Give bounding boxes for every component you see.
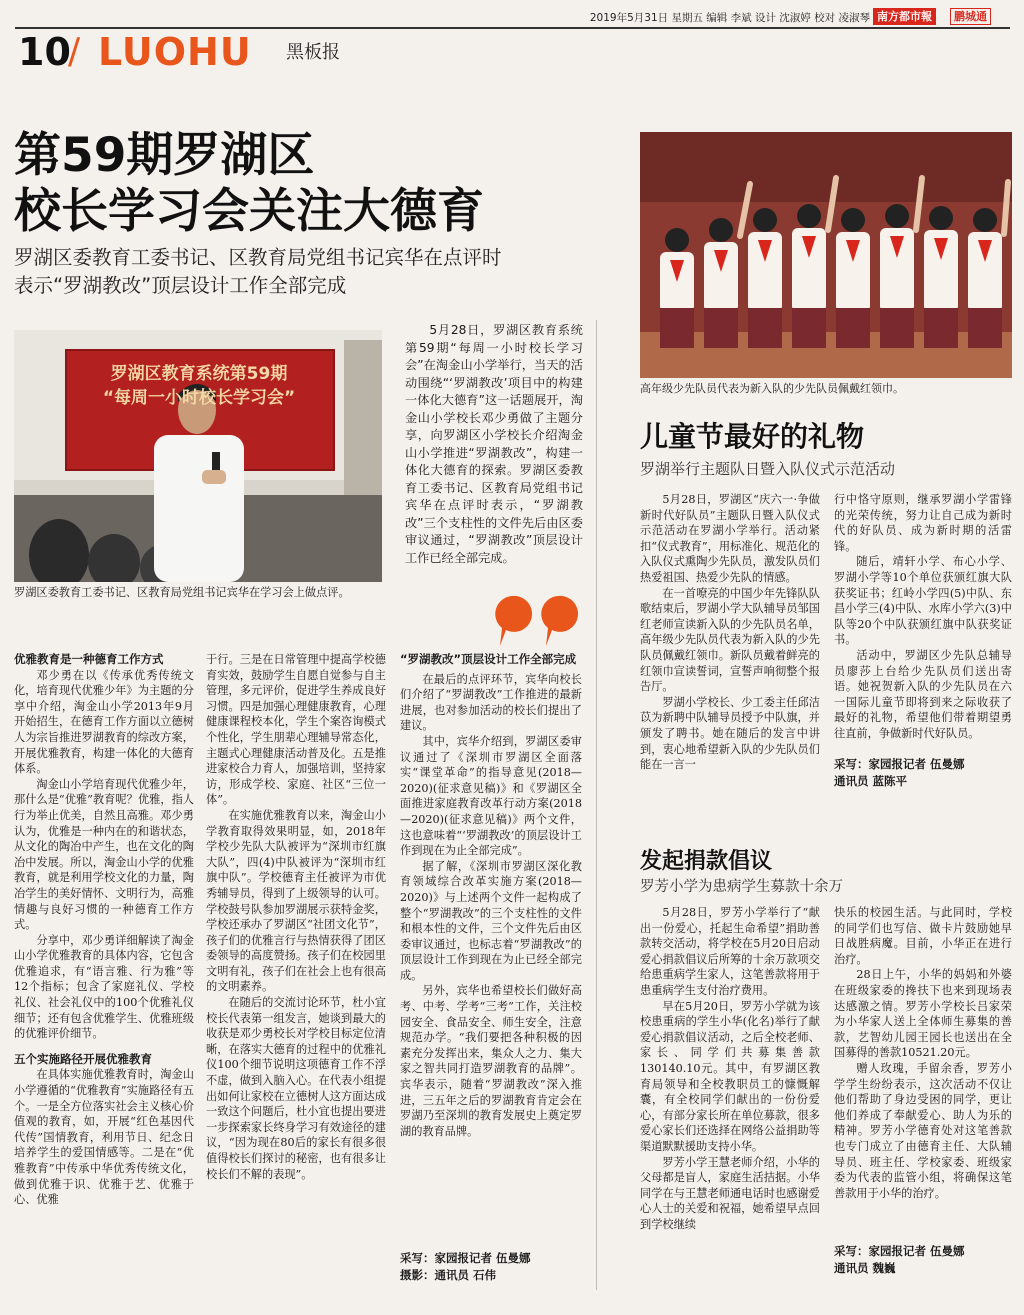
slide-text-line2: “每周一小时校长学习会”	[102, 388, 296, 408]
article1-body-col3	[400, 652, 582, 1139]
article1-paragraph: 在具体实施优雅教育时，淘金山小学遵循的“优雅教育”实施路径有五个。一是全方位落实社会主义核心价值观的教育，如，开展“红色基因代代传”国情教育，利用节日、纪念日培养学生的爱国情感等。二是在“优雅教育”中传承中华优秀传统文化，做到优雅于识、优雅于艺、优雅于心、优雅	[14, 1068, 194, 1207]
article1-photo-caption: 罗湖区委教育工委书记、区教育局党组书记宾华在学习会上做点评。	[14, 586, 350, 599]
article3-credit-correspondent: 通讯员 魏巍	[834, 1261, 896, 1275]
article1-photo	[14, 330, 382, 582]
column-divider	[596, 320, 597, 1290]
article1-credit-photo: 摄影：通讯员 石伟	[400, 1268, 497, 1282]
quote-marks-icon	[492, 592, 584, 650]
article1-title-line2: 校长学习会关注大德育	[14, 184, 484, 239]
article1-paragraph: 邓少勇在以《传承优秀传统文化，培育现代优雅少年》为主题的分享中介绍，淘金山小学2013年9月开始招生，在德育工作方面以立德树人为宗旨推进罗湖教育的综改方案，开展优雅教育，构建一体化的大德育体系。	[14, 668, 194, 776]
article1-paragraph: 淘金山小学培育现代优雅少年，那什么是“优雅”教育呢？优雅，指人行为举止优美，自然且高雅。邓少勇认为，优雅是一种内在的和谐状态，从文化的陶冶中产生，也在文化的陶冶中发展。所以，淘金山小学的优雅教育，就是利用学校文化的力量，陶冶学生的美好情怀、文明行为，高雅情趣与良好习惯的一种德育工作方式。	[14, 777, 194, 932]
article1-subhead-2: 五个实施路径开展优雅教育	[14, 1051, 152, 1066]
article2-title: 儿童节最好的礼物	[640, 420, 865, 453]
article1-paragraph: 于行。三是在日常管理中提高学校德育实效，鼓励学生自愿自觉参与自主管理，多元评价，促进学生养成良好习惯。四是加强心理健康教育，心理健康课程校本化，学生个案咨询模式个性化，学生朋辈心理辅导常态化，主题式心理健康活动普及化。五是推进家校合力育人，加强培训，坚持家访，形成学校、家庭、社区“三位一体”。	[206, 653, 386, 807]
article3-body-col1	[640, 905, 820, 1232]
article1-subhead-1: 优雅教育是一种德育工作方式	[14, 652, 164, 666]
article1-body-col2	[206, 652, 386, 1182]
article1-lead: 5月28日，罗湖区教育系统第59期“每周一小时校长学习会”在淘金山小学举行，当天的活动围绕“‘罗湖教改’项目中的构建一体化大德育”这一话题展开，淘金山小学校长邓少勇做了主题分享，向罗湖区小学校长介绍淘金山小学推进“罗湖教改”，构建一体化大德育的探索。罗湖区委教育工委书记、区教育局党组书记宾华在点评时表示，“罗湖教改”三个支柱性的文件先后由区委审议通过，“罗湖教改”顶层设计工作已经全部完成。	[405, 323, 583, 565]
article2-paragraph: 活动中，罗湖区少先队总辅导员廖莎上台给少先队员们送出寄语。她祝贺新入队的少先队员在六一国际儿童节即将到来之际收获了最好的礼物，希望他们带着期望勇往直前，争做新时代好队员。	[834, 648, 1012, 740]
article2-credit-reporter: 采写：家园报记者 伍曼娜	[834, 756, 965, 771]
article1-title	[14, 128, 624, 240]
article1-subhead-3: “罗湖教改”顶层设计工作全部完成	[400, 652, 577, 666]
section-title: LUOHU	[98, 30, 252, 74]
app-logo: 鹏城通	[950, 8, 991, 25]
article2-body-col1	[640, 492, 820, 773]
article3-title: 发起捐款倡议	[640, 849, 773, 874]
article1-subtitle	[14, 244, 624, 300]
article2-photo-caption: 高年级少先队员代表为新入队的少先队员佩戴红领巾。	[640, 382, 904, 395]
article3-body-col2	[834, 905, 1012, 1201]
article1-paragraph: 在随后的交流讨论环节，杜小宜校长代表第一组发言，她谈到最大的收获是邓少勇校长对学校目标定位清晰，在落实大德育的过程中的优雅礼仪100个细节说明这项德育工作不浮不虚，做到入脑入心。在代表小组提出如何让家校在立德树人这方面达成一致这个问题后，杜小宜也提出要进一步探索家长终身学习有效途径的建议，“因为现在80后的家长有很多很值得校长们探讨的秘密，也有很多让校长们不解的表现”。	[206, 996, 386, 1181]
article1-paragraph: 据了解，《深圳市罗湖区深化教育领域综合改革实施方案(2018—2020)》与上述两个文件一起构成了整个“罗湖教改”的三个支柱性的文件和根本性的文件，三个文件先后由区委审议通过，也标志着“罗湖教改”的顶层设计工作到现在为止已经全部完成。	[400, 859, 582, 982]
slide-text-line1: 罗湖区教育系统第59期	[110, 364, 288, 384]
ceremony-photo-illustration	[640, 132, 1012, 378]
article2-credits	[834, 756, 1012, 790]
page-header-info: 2019年5月31日 星期五 编辑 李斌 设计 沈淑婷 校对 凌淑琴	[589, 12, 870, 24]
article3-paragraph: 28日上午，小华的妈妈和外婆在班级家委的搀扶下也来到现场表达感激之情。罗芳小学校长吕家荣为小华家人送上全体师生募集的善款，艺智幼儿园王园长也送出在全国募得的善款10521.20元。	[834, 968, 1012, 1060]
page-number: 10	[18, 30, 71, 74]
article3-credit-reporter: 采写：家园报记者 伍曼娜	[834, 1244, 965, 1258]
newspaper-logo: 南方都市報	[873, 8, 936, 25]
article3-paragraph: 赠人玫瑰，手留余香，罗芳小学学生纷纷表示，这次活动不仅让他们帮助了身边受困的同学，更让他们养成了奉献爱心、助人为乐的精神。罗芳小学德育处对这笔善款也专门成立了由德育主任、大队辅导员、班主任、学校家委、班级家委为代表的监管小组，将确保这笔善款用于小华的治疗。	[834, 1061, 1012, 1200]
article1-paragraph: 在实施优雅教育以来，淘金山小学教育取得效果明显，如，2018年学校少先队大队被评为“深圳市红旗大队”，四(4)中队被评为“深圳市红旗中队”。学校德育主任被评为市优秀辅导员，得到了上级领导的认可。学校鼓号队参加罗湖展示获特金奖，学校还承办了罗湖区“社团文化节”，孩子们的优雅言行与热情获得了团区委领导的高度赞扬。孩子们在校园里文明有礼，孩子们在社会上也有很高的文明素养。	[206, 808, 386, 994]
article3-credits	[834, 1243, 1012, 1277]
article2-subtitle: 罗湖举行主题队日暨入队仪式示范活动	[640, 460, 896, 478]
column-name: 黑板报	[286, 42, 340, 63]
article1-paragraph: 在最后的点评环节，宾华向校长们介绍了“罗湖教改”工作推进的最新进展，也对参加活动的校长们提出了建议。	[400, 672, 582, 733]
article1-title-line1: 第59期罗湖区	[14, 128, 315, 183]
article3-subtitle: 罗芳小学为患病学生募款十余万	[640, 879, 843, 895]
article1-credits	[400, 1250, 600, 1284]
article1-credit-reporter: 采写：家园报记者 伍曼娜	[400, 1251, 531, 1265]
article2-paragraph: 5月28日，罗湖区“庆六一·争做新时代好队员”主题队日暨入队仪式示范活动在罗湖小学举行。活动紧扣“仪式教育”，用标准化、规范化的入队仪式熏陶少先队员，激发队员们热爱祖国、热爱少先队的情感。	[640, 493, 820, 584]
article2-paragraph: 行中恪守原则，继承罗湖小学雷锋的光荣传统，努力让自己成为新时代的好队员、成为新时期的活雷锋。	[834, 493, 1012, 553]
article1-paragraph: 分享中，邓少勇详细解读了淘金山小学优雅教育的具体内容，它包含优雅追求，有“语言雅、行为雅”等12个指标；包含了家庭礼仪、学校礼仪、社会礼仪中的100个优雅礼仪细节；还有包含优雅学生、优雅班级的优雅评价细节。	[14, 933, 194, 1041]
slide-text	[74, 362, 324, 410]
article2-paragraph: 随后，靖轩小学、布心小学、罗湖小学等10个单位获颁红旗大队获奖证书；红岭小学四(5)中队、东昌小学三(4)中队、水库小学六(3)中队等20个中队获颁红旗中队获奖证书。	[834, 555, 1012, 647]
article1-subtitle-line1: 罗湖区委教育工委书记、区教育局党组书记宾华在点评时	[14, 246, 502, 269]
article1-paragraph: 其中，宾华介绍到，罗湖区委审议通过了《深圳市罗湖区全面落实“课堂革命”的指导意见(2018—2020)(征求意见稿)》和《罗湖区全面推进家庭教育改革行动方案(2018—2020)(征求意见稿)》两个文件，这也意味着“‘罗湖教改’的顶层设计工作到现在为止全部完成”。	[400, 734, 582, 858]
article3-paragraph: 早在5月20日，罗芳小学就为该校患重病的学生小华(化名)举行了献爱心捐款倡议活动，之后全校老师、家长、同学们共募集善款130140.10元。其中，有罗湖区教育局领导和全校教职员工的慷慨解囊，有全校同学们献出的一份份爱心，有部分家长所在单位募款，很多爱心家长们还选择在网络公益捐助等渠道默默援助支持小华。	[640, 999, 820, 1153]
article3-paragraph: 快乐的校园生活。与此同时，学校的同学们也写信、做卡片鼓励她早日战胜病魔。目前，小华正在进行治疗。	[834, 906, 1012, 966]
article1-subtitle-line2: 表示“罗湖教改”顶层设计工作全部完成	[14, 274, 347, 297]
article3-paragraph: 5月28日，罗芳小学举行了“献出一份爱心，托起生命希望”捐助善款转交活动，将学校在5月20日启动爱心捐款倡议后所筹的十余万款项交给患重病学生家人，这笔善款将用于患重病学生支付治疗费用。	[640, 906, 820, 997]
article2-paragraph: 在一首嘹亮的中国少年先锋队队歌结束后，罗湖小学大队辅导员邹国红老师宣读新入队的少先队员名单，高年级少先队员代表为新入队的少先队员佩戴红领巾。新队员戴着鲜亮的红领巾宣读誓词，宣誓声响彻整个报告厅。	[640, 586, 820, 694]
article1-body-col1	[14, 652, 194, 1208]
article2-photo	[640, 132, 1012, 378]
header-rule	[15, 27, 1010, 29]
article2-credit-correspondent: 通讯员 蓝陈平	[834, 773, 908, 788]
article2-paragraph: 罗湖小学校长、少工委主任邱洁苡为新聘中队辅导员授予中队旗，并颁发了聘书。她在随后的发言中讲到，衷心地希望新入队的少先队员们能在一言一	[640, 695, 820, 772]
article3-paragraph: 罗芳小学王慧老师介绍，小华的父母都是盲人，家庭生活拮据。小华同学在与王慧老师通电话时也感谢爱心人士的关爱和祝福，她希望早点回到学校继续	[640, 1155, 820, 1231]
article1-paragraph: 另外，宾华也希望校长们做好高考、中考、学考“三考”工作，关注校园安全、食品安全、师生安全，注意规范办学。“我们要把各种积极的因素充分发挥出来，集众人之力、集大家之智共同打造罗湖教育的品牌”。宾华表示，随着“罗湖教改”深入推进，三五年之后的罗湖教育肯定会在罗湖乃至深圳的教育发展史上奠定罗湖的教育品牌。	[400, 984, 582, 1138]
page-slash: /	[68, 31, 81, 72]
article2-body-col2	[834, 492, 1012, 790]
